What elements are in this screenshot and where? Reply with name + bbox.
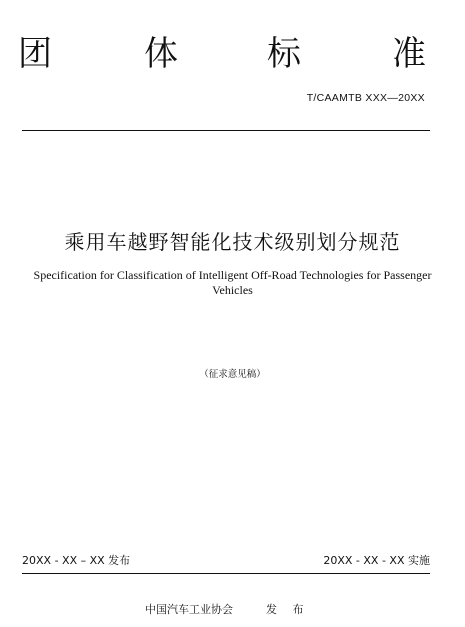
standard-type-char: 团: [18, 34, 52, 74]
standard-type-char: 准: [392, 34, 426, 74]
draft-status-note: （征求意见稿）: [199, 369, 266, 380]
top-divider: [22, 130, 430, 131]
standard-number: T/CAAMTB XXX—20XX: [306, 92, 425, 104]
bottom-divider: [22, 573, 430, 574]
issue-date: 20XX - XX – XX 发布: [22, 554, 131, 567]
publisher-name: 中国汽车工业协会: [145, 603, 233, 616]
publish-label: 发 布: [266, 603, 310, 616]
standard-type-char: 体: [144, 34, 178, 74]
standard-type-char: 标: [267, 34, 301, 74]
implementation-date: 20XX - XX - XX 实施: [323, 554, 430, 567]
document-title-chinese: 乘用车越野智能化技术级别划分规范: [64, 230, 401, 254]
document-title-english: Specification for Classification of Intelligent Off-Road Technologies for Passenger Vehicles: [33, 268, 432, 297]
standard-type-heading: [18, 34, 428, 78]
